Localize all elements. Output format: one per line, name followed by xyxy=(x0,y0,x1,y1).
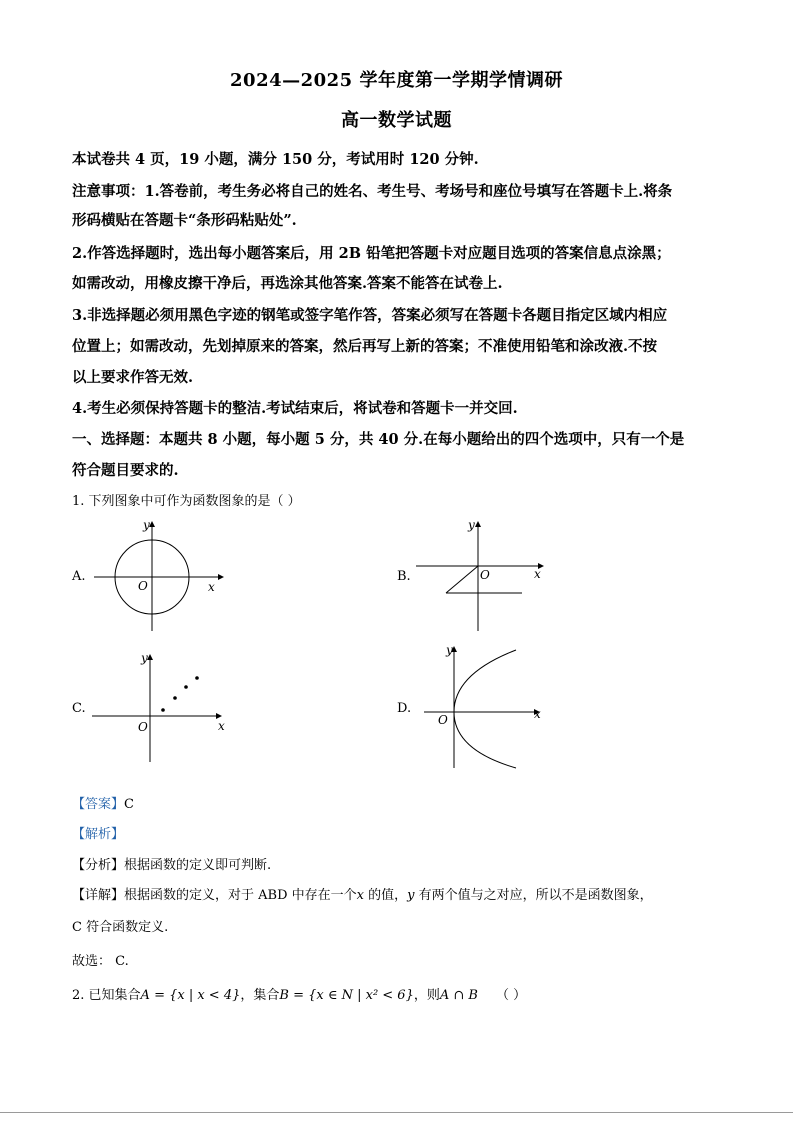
option-b-y-arrow xyxy=(475,521,481,527)
option-c-label: C. xyxy=(72,701,86,716)
detail-var-y: y xyxy=(407,888,415,903)
fenxi-tag: 【分析】 xyxy=(72,858,125,873)
note1-line2: 形码横贴在答题卡“条形码粘贴处”. xyxy=(72,212,297,229)
option-b-origin-label: O xyxy=(480,568,490,582)
option-d-parabola xyxy=(454,650,516,768)
note4-line: 4.考生必须保持答题卡的整洁.考试结束后，将试卷和答题卡一并交回. xyxy=(72,400,518,417)
option-c-y-label: y xyxy=(141,651,148,665)
option-a-y-label: y xyxy=(143,518,150,532)
q2-prefix: 2. 已知集合 xyxy=(72,988,141,1003)
detail-tag: 【详解】 xyxy=(72,888,125,903)
option-c-point-1 xyxy=(161,708,165,712)
option-a-label: A. xyxy=(72,569,86,584)
q2-set-b: B = {x ∈ N | x² < 6} xyxy=(279,988,414,1003)
option-b-label: B. xyxy=(397,569,411,584)
q2-suffix: ，则 xyxy=(413,988,440,1003)
footer-divider xyxy=(0,1112,793,1113)
detail-var-x: x xyxy=(356,888,364,903)
option-a-graph xyxy=(88,515,228,635)
note2-line1: 2.作答选择题时，选出每小题答案后，用 2B 铅笔把答题卡对应题目选项的答案信息点涂黑； xyxy=(72,245,671,262)
answer-line xyxy=(72,795,732,815)
question1-stem: 1. 下列图象中可作为函数图象的是（ ） xyxy=(72,494,301,509)
option-c-x-label: x xyxy=(218,719,225,733)
detail-text-b: 的值， xyxy=(364,888,408,903)
page-subtitle: 高一数学试题 xyxy=(341,110,452,131)
option-a-y-arrow xyxy=(149,521,155,527)
option-c-origin-label: O xyxy=(138,720,148,734)
note2-line2: 如需改动，用橡皮擦干净后，再选涂其他答案.答案不能答在试卷上. xyxy=(72,275,503,292)
option-b-x-label: x xyxy=(534,567,541,581)
answer-value: C xyxy=(124,797,134,812)
note3-line1: 3.非选择题必须用黑色字迹的钢笔或签字笔作答，答案必须写在答题卡各题目指定区域内相应 xyxy=(72,307,668,324)
option-b-graph xyxy=(412,515,552,635)
section1-line2: 符合题目要求的. xyxy=(72,462,179,479)
answer-tag: 【答案】 xyxy=(72,797,125,812)
option-a-origin-label: O xyxy=(138,579,148,593)
option-d-origin-label: O xyxy=(438,713,448,727)
page-title: 2024—2025 学年度第一学期学情调研 xyxy=(230,70,563,91)
option-c-point-4 xyxy=(195,676,199,680)
fenxi-line xyxy=(72,856,732,876)
question2-stem xyxy=(72,986,732,1006)
analysis-tag: 【解析】 xyxy=(72,827,125,842)
detail-text-a: 根据函数的定义，对于 ABD 中存在一个 xyxy=(124,888,357,903)
option-c-graph xyxy=(88,648,238,768)
option-a-x-arrow xyxy=(218,574,224,580)
detail-line xyxy=(72,886,732,906)
option-d-label: D. xyxy=(397,701,412,716)
section1-line1: 一、选择题：本题共 8 小题，每小题 5 分，共 40 分.在每小题给出的四个选项中，只有一个是 xyxy=(72,431,685,448)
q2-expr: A ∩ B xyxy=(439,988,478,1003)
option-a-x-label: x xyxy=(208,580,215,594)
intro-line: 本试卷共 4 页，19 小题，满分 150 分，考试用时 120 分钟. xyxy=(72,151,479,168)
option-c-y-arrow xyxy=(147,654,153,660)
analysis-line xyxy=(72,825,732,845)
q2-comma-b: ，集合 xyxy=(240,988,280,1003)
fenxi-text: 根据函数的定义即可判断. xyxy=(124,858,272,873)
option-c-point-2 xyxy=(173,696,177,700)
choice-line: 故选： C. xyxy=(72,954,129,969)
note1-line1: 注意事项：1.答卷前，考生务必将自己的姓名、考生号、考场号和座位号填写在答题卡上.将条 xyxy=(72,183,673,200)
detail-line2: C 符合函数定义. xyxy=(72,920,169,935)
option-b-y-label: y xyxy=(468,518,475,532)
note3-line2: 位置上；如需改动，先划掉原来的答案，然后再写上新的答案；不准使用铅笔和涂改液.不按 xyxy=(72,338,658,355)
option-d-x-label: x xyxy=(534,707,541,721)
option-d-y-label: y xyxy=(446,643,453,657)
q2-set-a: A = {x | x < 4} xyxy=(140,988,241,1003)
option-c-point-3 xyxy=(184,685,188,689)
q2-paren: （ ） xyxy=(495,988,527,1003)
option-d-graph xyxy=(420,640,560,772)
note3-line3: 以上要求作答无效. xyxy=(72,369,194,386)
detail-text-c: 有两个值与之对应，所以不是函数图象， xyxy=(414,888,653,903)
option-b-slant-segment xyxy=(446,566,478,593)
